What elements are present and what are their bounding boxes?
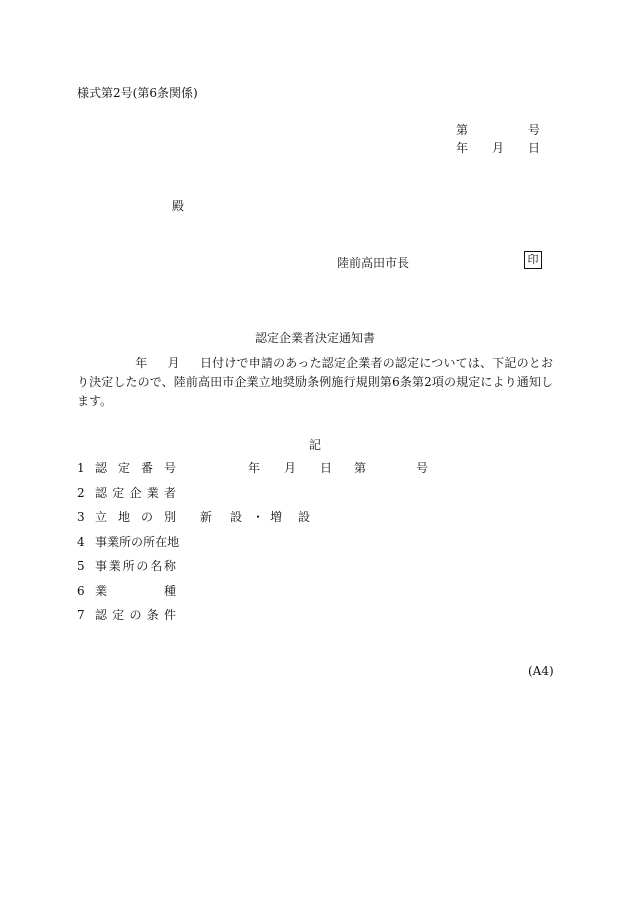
number-prefix: 第 bbox=[456, 123, 469, 137]
item-label-char: 条 bbox=[146, 608, 159, 622]
item-value: 設 bbox=[298, 510, 311, 524]
item-label-char: の bbox=[136, 559, 149, 573]
item-label bbox=[95, 559, 176, 573]
list-item bbox=[77, 510, 477, 535]
item-value: 年 bbox=[248, 461, 261, 475]
date-day: 日 bbox=[528, 141, 541, 155]
item-label-char: 業 bbox=[108, 559, 121, 573]
item-label-char: の bbox=[129, 608, 142, 622]
item-label-char: 地 bbox=[117, 510, 130, 524]
list-item bbox=[77, 535, 477, 560]
item-label-char: 事 bbox=[95, 559, 108, 573]
item-label-char: 種 bbox=[163, 583, 176, 598]
item-label-char: 業 bbox=[95, 583, 108, 598]
body-text: 日付けで申請のあった認定企業者の認定については、下記のとおり決定したので、陸前高田市企業立地奨励条例施行規則第6条第2項の規定により通知します。 bbox=[77, 356, 553, 408]
item-label-char: 業 bbox=[146, 485, 159, 500]
paper-size-label: (A4) bbox=[528, 664, 554, 678]
item-label-char: 称 bbox=[163, 559, 176, 573]
items-list bbox=[77, 461, 477, 633]
seal-mark: 印 bbox=[524, 251, 542, 269]
item-label-char: 認 bbox=[95, 461, 108, 475]
item-label-char: 別 bbox=[163, 510, 176, 524]
item-label bbox=[95, 486, 176, 500]
item-label-char: 認 bbox=[95, 608, 108, 622]
item-label-char: の bbox=[131, 534, 144, 549]
item-label-char: 号 bbox=[163, 461, 176, 475]
item-value: 新 bbox=[200, 510, 213, 524]
item-number: 3 bbox=[77, 510, 85, 524]
item-label-char: 定 bbox=[112, 608, 125, 622]
item-value: 日 bbox=[320, 461, 333, 475]
item-number: 6 bbox=[77, 583, 85, 598]
item-value: 設 bbox=[230, 510, 243, 524]
item-number: 2 bbox=[77, 485, 85, 500]
item-number: 1 bbox=[77, 461, 85, 475]
item-label-char: 名 bbox=[150, 559, 163, 573]
item-number: 4 bbox=[77, 534, 85, 549]
list-item bbox=[77, 608, 477, 633]
item-value: 月 bbox=[284, 461, 297, 475]
item-label-char: 業 bbox=[107, 534, 120, 549]
list-item bbox=[77, 461, 477, 486]
body-paragraph bbox=[77, 354, 553, 411]
item-label-char: 所 bbox=[143, 534, 156, 549]
item-number: 7 bbox=[77, 608, 85, 622]
item-label bbox=[95, 584, 176, 598]
item-value: 第 bbox=[354, 461, 367, 475]
item-label-char: の bbox=[140, 510, 153, 524]
form-label: 様式第2号(第6条関係) bbox=[77, 86, 198, 100]
item-label-char: 定 bbox=[112, 485, 125, 500]
item-label bbox=[95, 510, 176, 524]
item-label-char: 所 bbox=[119, 534, 132, 549]
item-label-char: 件 bbox=[163, 608, 176, 622]
document-title: 認定企業者決定通知書 bbox=[254, 331, 375, 345]
item-label-char: 地 bbox=[167, 534, 180, 549]
list-item bbox=[77, 584, 477, 609]
item-label-char: 在 bbox=[155, 534, 168, 549]
item-value: ・ bbox=[252, 510, 265, 524]
item-label-char: 事 bbox=[95, 534, 108, 549]
list-item bbox=[77, 559, 477, 584]
item-value: 号 bbox=[416, 461, 429, 475]
ki-heading: 記 bbox=[308, 438, 321, 452]
list-item bbox=[77, 486, 477, 511]
item-label-char: 企 bbox=[129, 485, 142, 500]
item-label-char: 所 bbox=[122, 559, 135, 573]
item-label-char: 立 bbox=[95, 510, 108, 524]
item-label bbox=[95, 534, 180, 549]
item-label bbox=[95, 608, 176, 622]
document-number-block bbox=[456, 123, 546, 159]
item-number: 5 bbox=[77, 559, 85, 573]
body-month: 月 bbox=[167, 356, 180, 370]
body-year: 年 bbox=[135, 356, 148, 370]
item-value: 増 bbox=[270, 510, 283, 524]
item-label-char: 者 bbox=[163, 485, 176, 500]
date-year: 年 bbox=[456, 141, 469, 155]
item-label-char: 認 bbox=[95, 485, 108, 500]
date-month: 月 bbox=[492, 141, 505, 155]
item-label bbox=[95, 461, 176, 475]
sender-name: 陸前高田市長 bbox=[337, 256, 410, 270]
number-suffix: 号 bbox=[528, 123, 541, 137]
item-label-char: 定 bbox=[117, 461, 130, 475]
item-label-char: 番 bbox=[140, 461, 153, 475]
addressee-honorific: 殿 bbox=[172, 199, 185, 213]
